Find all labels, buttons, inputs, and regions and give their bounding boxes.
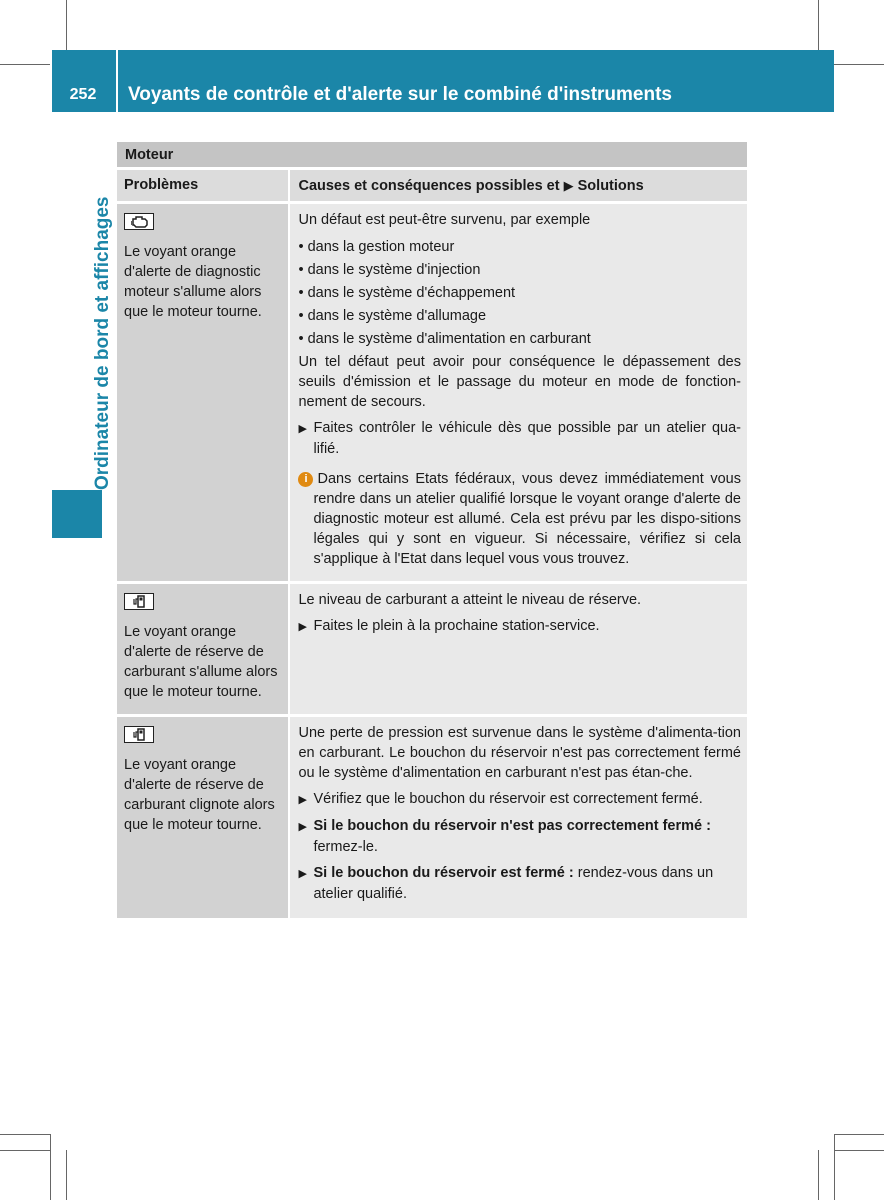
action-text: rendez-vous dans un atelier qualifié. (313, 865, 714, 902)
list-item: • dans le système d'injection (298, 262, 481, 278)
cause-cell (290, 717, 747, 918)
list-item: • dans le système d'allumage (298, 308, 487, 324)
arrow-icon: ▶ (298, 821, 307, 833)
list-item-text: dans le système d'allumage (307, 308, 487, 324)
problem-cell (117, 584, 288, 714)
crop-mark (834, 64, 884, 65)
arrow-icon: ▶ (298, 794, 307, 806)
action-item (298, 863, 741, 904)
action-item (298, 616, 741, 637)
action-condition: Si le bouchon du réservoir n'est pas correctement fermé : (313, 818, 711, 834)
table-header-row (117, 170, 747, 201)
column-header-causes (290, 170, 747, 201)
list-item: • dans le système d'échappement (298, 285, 516, 301)
action-condition: Si le bouchon du réservoir est fermé : (313, 865, 574, 881)
side-tab-label: Ordinateur de bord et affichages (92, 196, 113, 490)
crop-mark (834, 1134, 835, 1200)
header-divider (116, 50, 118, 112)
action-text: Faites contrôler le véhicule dès que possible par un atelier qua-lifié. (313, 420, 741, 457)
cause-intro: Une perte de pression est survenue dans le système d'alimenta-tion en carburant. Le bouchon du réservoir n'est pas correctement fermé ou le système d'alimentation en carburant n'est pas étan-che. (298, 725, 741, 781)
problem-text: Le voyant orange d'alerte de diagnostic moteur s'allume alors que le moteur tourne. (124, 244, 262, 320)
arrow-icon: ▶ (298, 423, 307, 435)
problem-text: Le voyant orange d'alerte de réserve de carburant clignote alors que le moteur tourne. (124, 757, 275, 833)
action-item (298, 789, 741, 810)
action-item (298, 418, 741, 459)
info-note (298, 469, 741, 569)
crop-mark (834, 1150, 884, 1151)
warning-table (117, 142, 747, 918)
section-title: Moteur (117, 142, 747, 167)
crop-mark (818, 0, 819, 50)
list-item-text: dans le système d'échappement (307, 285, 516, 301)
list-item: • dans la gestion moteur (298, 239, 455, 255)
column-header-solutions-label: Solutions (577, 178, 644, 194)
arrow-icon: ▶ (298, 868, 307, 880)
crop-mark (834, 1134, 884, 1135)
consequence-text: Un tel défaut peut avoir pour conséquence le dépassement des seuils d'émission et le passage du moteur en mode de fonction-nement de secours. (298, 354, 741, 410)
problem-cell (117, 717, 288, 918)
list-item-text: dans la gestion moteur (307, 239, 455, 255)
cause-cell (290, 584, 747, 714)
action-text: Vérifiez que le bouchon du réservoir est correctement fermé. (313, 791, 703, 807)
cause-intro: Un défaut est peut-être survenu, par exemple (298, 212, 591, 228)
table-row (117, 717, 747, 918)
crop-mark (50, 1134, 51, 1200)
list-item-text: dans le système d'injection (307, 262, 481, 278)
list-item-text: dans le système d'alimentation en carburant (307, 331, 591, 347)
action-item (298, 816, 741, 857)
crop-mark (0, 1134, 50, 1135)
engine-diagnostic-icon (124, 213, 154, 230)
crop-mark (66, 0, 67, 50)
list-item: • dans le système d'alimentation en carburant (298, 331, 591, 347)
crop-mark (0, 1150, 50, 1151)
problem-text: Le voyant orange d'alerte de réserve de carburant s'allume alors que le moteur tourne. (124, 624, 278, 700)
fuel-pump-icon (124, 726, 154, 743)
crop-mark (66, 1150, 67, 1200)
crop-mark (0, 64, 50, 65)
action-text: Faites le plein à la prochaine station-service. (313, 618, 600, 634)
crop-mark (818, 1150, 819, 1200)
column-header-problems: Problèmes (117, 170, 288, 201)
table-row (117, 204, 747, 581)
arrow-icon: ▶ (563, 178, 574, 193)
table-row (117, 584, 747, 714)
problem-cell (117, 204, 288, 581)
action-text: fermez-le. (313, 839, 378, 855)
info-icon: i (298, 472, 313, 487)
page-title: Voyants de contrôle et d'alerte sur le combiné d'instruments (128, 84, 672, 105)
cause-cell (290, 204, 747, 581)
page-number: 252 (69, 86, 97, 103)
info-text: Dans certains Etats fédéraux, vous devez immédiatement vous rendre dans un atelier qualifié lorsque le voyant orange d'alerte de diagnostic moteur est allumé. Cela est prévu par les dispo-sitions légales qui y sont en vigueur. Si nécessaire, vérifiez si cela s'applique à l'Etat dans lequel vous vous trouvez. (313, 471, 741, 567)
column-header-causes-label: Causes et conséquences possibles et (298, 178, 560, 194)
arrow-icon: ▶ (298, 621, 307, 633)
fuel-pump-icon (124, 593, 154, 610)
cause-intro: Le niveau de carburant a atteint le niveau de réserve. (298, 592, 642, 608)
